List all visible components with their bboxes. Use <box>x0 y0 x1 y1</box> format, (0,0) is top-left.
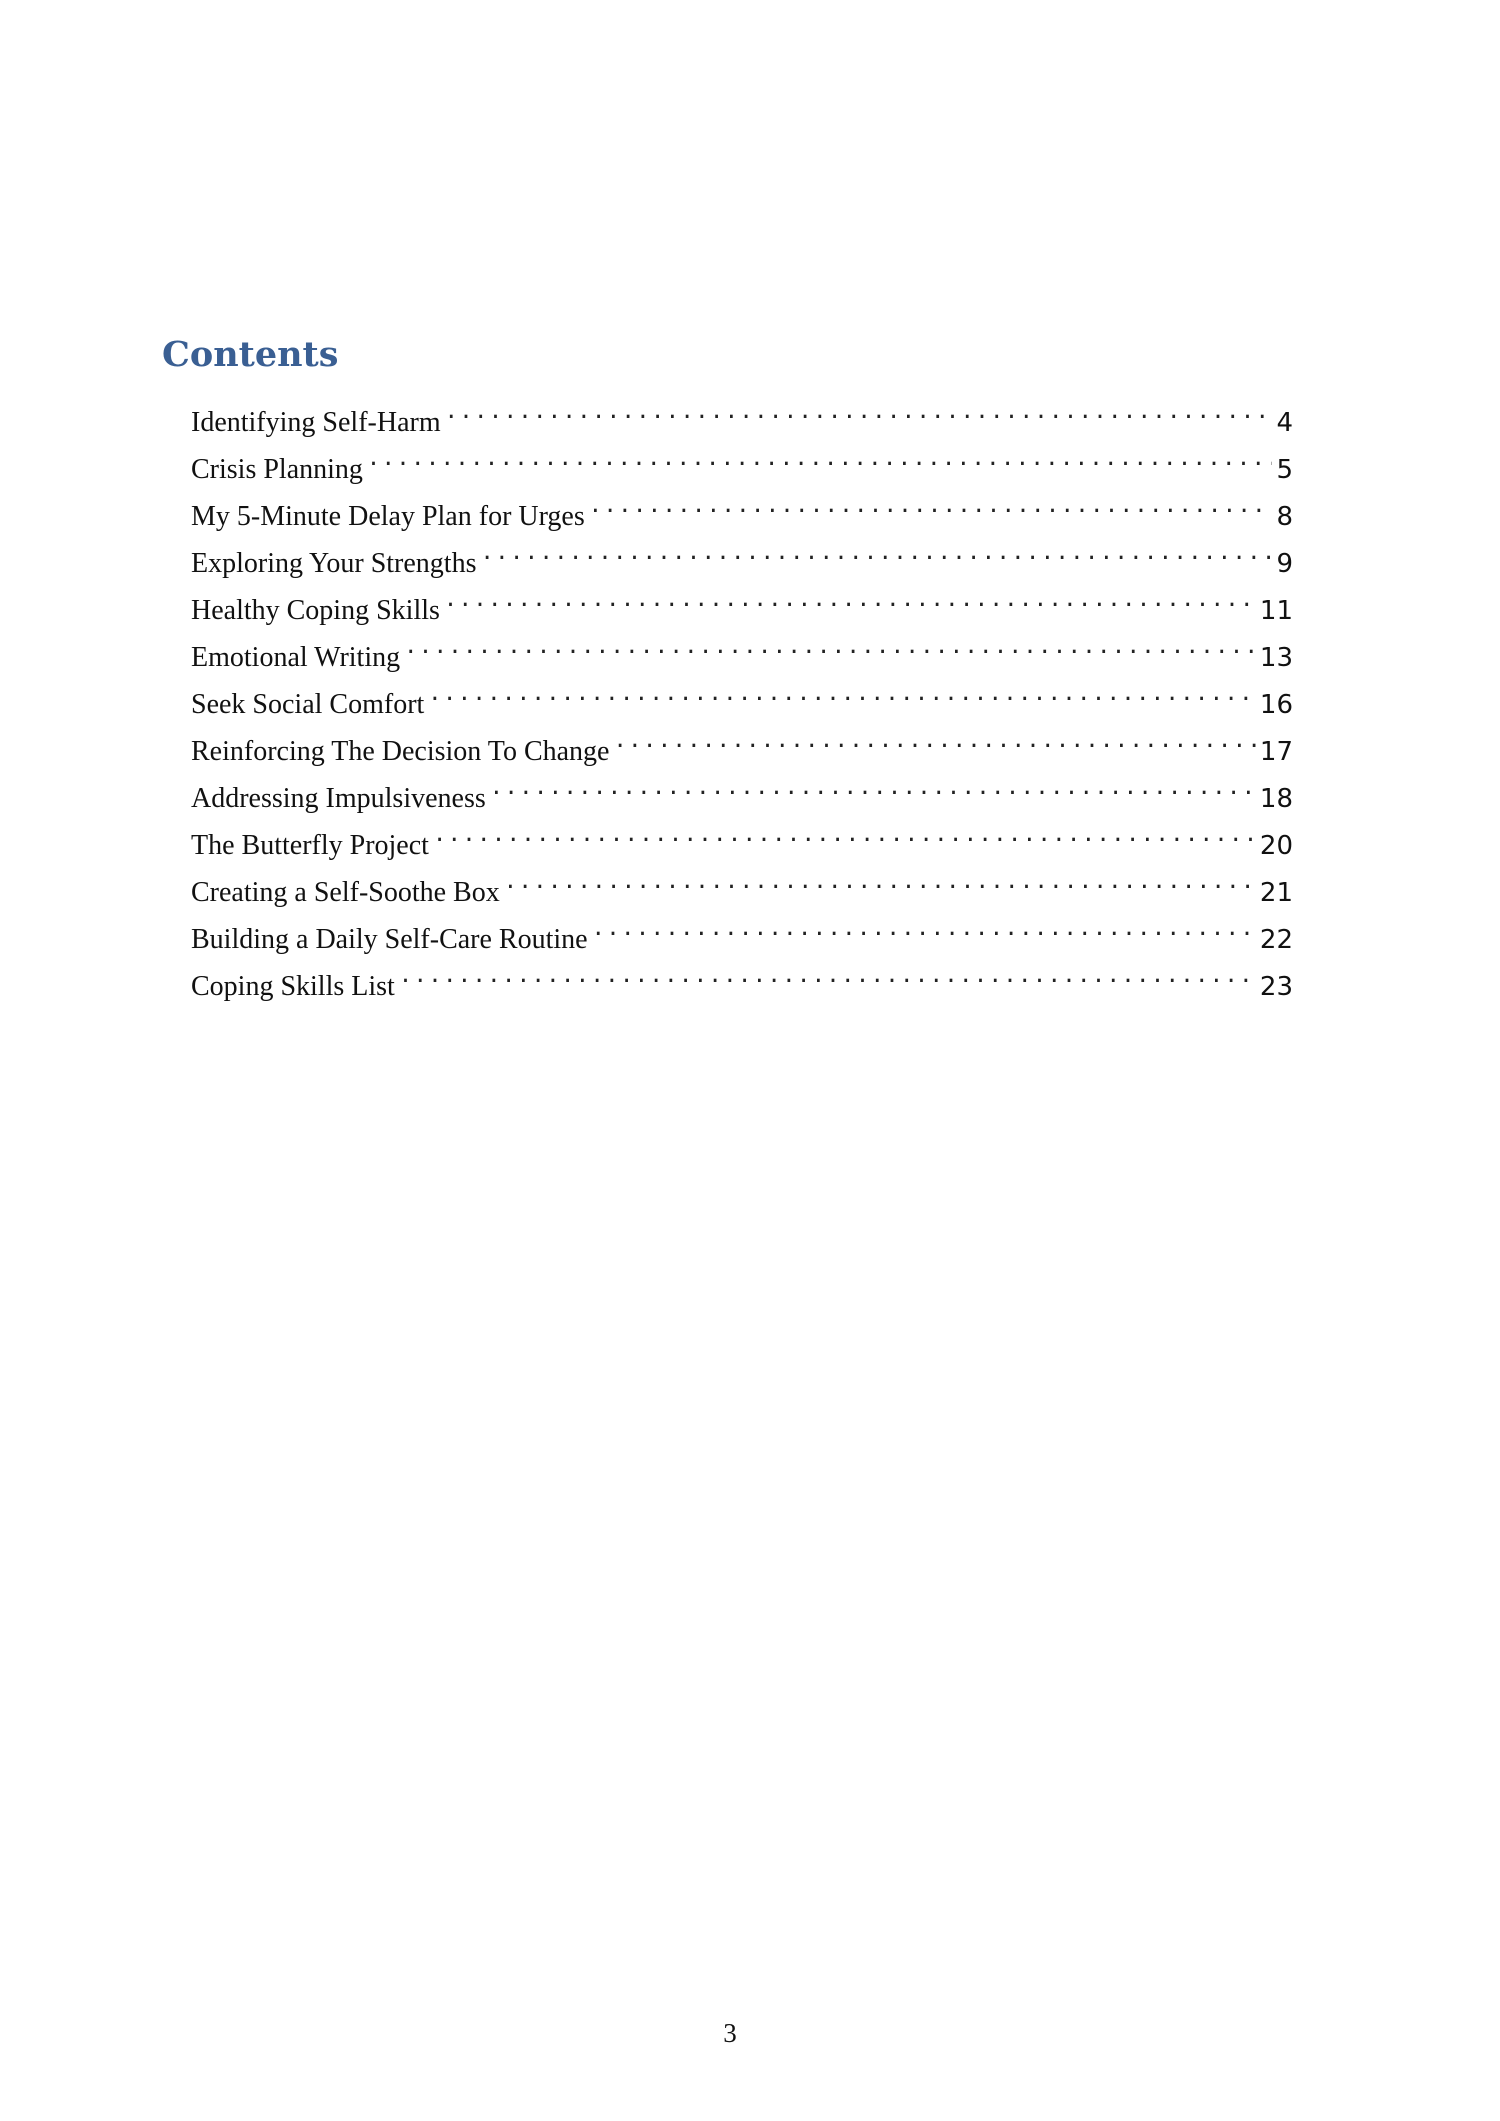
toc-entry-title: My 5-Minute Delay Plan for Urges <box>191 501 585 532</box>
toc-entry-page: 9 <box>1276 549 1293 579</box>
toc-list <box>191 384 1293 1002</box>
toc-heading: Contents <box>162 334 339 375</box>
toc-dot-leader <box>367 431 1273 478</box>
toc-dot-leader <box>404 619 1256 666</box>
toc-entry-page: 4 <box>1276 408 1293 438</box>
toc-dot-leader <box>490 760 1256 807</box>
toc-entry-page: 20 <box>1259 831 1293 861</box>
toc-dot-leader <box>613 713 1255 760</box>
toc-entry-title: Creating a Self-Soothe Box <box>191 877 500 908</box>
toc-dot-leader <box>444 572 1256 619</box>
toc-entry-title: Building a Daily Self-Care Routine <box>191 924 588 955</box>
toc-dot-leader <box>504 854 1256 901</box>
toc-entry-title: Seek Social Comfort <box>191 689 425 720</box>
toc-entry-page: 13 <box>1259 643 1293 673</box>
toc-dot-leader <box>433 807 1256 854</box>
toc-entry-page: 17 <box>1259 737 1293 767</box>
toc-dot-leader <box>480 525 1272 572</box>
toc-entry-title: Reinforcing The Decision To Change <box>191 736 610 767</box>
toc-entry-page: 11 <box>1259 596 1293 626</box>
toc-dot-leader <box>428 666 1256 713</box>
toc-entry-page: 16 <box>1259 690 1293 720</box>
page-number: 3 <box>723 2018 737 2048</box>
toc-entry-title: Coping Skills List <box>191 971 395 1002</box>
toc-dot-leader <box>589 478 1273 525</box>
toc-dot-leader <box>399 948 1256 995</box>
toc-entry-identifying-self-harm[interactable] <box>191 384 1293 438</box>
toc-entry-title: Identifying Self-Harm <box>191 407 441 438</box>
toc-entry-title: Emotional Writing <box>191 642 401 673</box>
toc-entry-page: 18 <box>1259 784 1293 814</box>
toc-entry-title: Healthy Coping Skills <box>191 595 440 626</box>
toc-dot-leader <box>592 901 1256 948</box>
toc-entry-title: Exploring Your Strengths <box>191 548 477 579</box>
toc-entry-page: 8 <box>1276 502 1293 532</box>
toc-entry-page: 5 <box>1276 455 1293 485</box>
toc-entry-page: 22 <box>1259 925 1293 955</box>
toc-entry-title: Addressing Impulsiveness <box>191 783 486 814</box>
toc-entry-title: Crisis Planning <box>191 454 363 485</box>
toc-entry-title: The Butterfly Project <box>191 830 429 861</box>
toc-dot-leader <box>445 384 1273 431</box>
toc-entry-page: 23 <box>1259 972 1293 1002</box>
toc-entry-page: 21 <box>1259 878 1293 908</box>
